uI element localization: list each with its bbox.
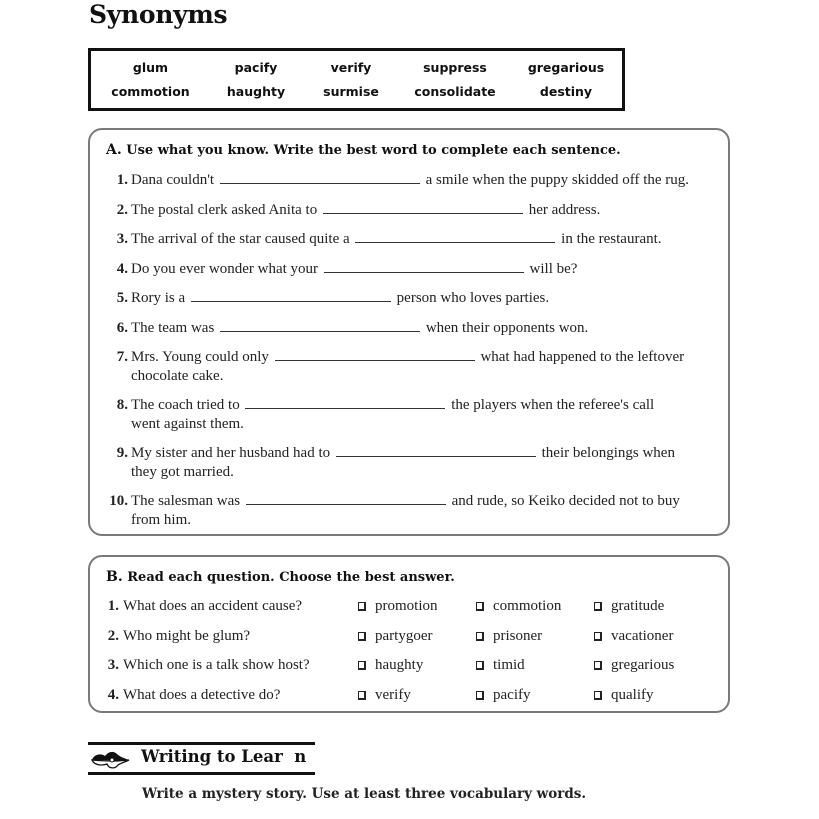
word-bank xyxy=(88,48,625,111)
word-bank-word: suppress xyxy=(423,60,487,75)
option-label: gratitude xyxy=(611,598,665,614)
answer-blank[interactable] xyxy=(275,348,475,361)
item-number: 2. xyxy=(116,202,128,218)
option-label: haughty xyxy=(375,657,424,673)
sentence-item xyxy=(107,319,717,338)
answer-option[interactable] xyxy=(594,656,674,674)
question xyxy=(107,656,310,674)
item-number: 3. xyxy=(116,231,128,247)
answer-option[interactable] xyxy=(358,656,423,674)
sentence-item xyxy=(107,230,717,249)
sentence-before: Dana couldn't xyxy=(131,172,215,188)
divider-top xyxy=(88,742,315,745)
checkbox-icon[interactable] xyxy=(594,691,602,700)
option-label: vacationer xyxy=(611,627,674,644)
answer-blank[interactable] xyxy=(336,444,536,457)
section-a-heading xyxy=(106,142,621,158)
checkbox-icon[interactable] xyxy=(594,632,602,641)
sentence-continuation: went against them. xyxy=(131,415,244,432)
divider-bottom xyxy=(88,772,315,775)
checkbox-icon[interactable] xyxy=(594,602,602,611)
sentence-continuation: from him. xyxy=(131,511,191,528)
sentence-after: what had happened to the leftover xyxy=(480,349,685,365)
section-b-letter: B. xyxy=(106,569,123,585)
sentence-after: in the restaurant. xyxy=(561,231,662,247)
checkbox-icon[interactable] xyxy=(476,632,484,641)
answer-blank[interactable] xyxy=(245,396,445,409)
question-number: 4. xyxy=(107,686,119,703)
word-bank-word: verify xyxy=(330,60,372,75)
checkbox-icon[interactable] xyxy=(358,691,366,700)
word-bank-word: destiny xyxy=(539,84,593,99)
answer-option[interactable] xyxy=(476,597,561,615)
answer-blank[interactable] xyxy=(220,319,420,332)
question-number: 2. xyxy=(107,627,119,644)
pen-nib-icon xyxy=(91,748,135,770)
word-bank-word: glum xyxy=(132,60,169,75)
sentence-continuation: they got married. xyxy=(131,463,234,480)
sentence-item xyxy=(107,171,717,190)
word-bank-grid xyxy=(91,59,622,101)
word-bank-word: commotion xyxy=(111,84,190,99)
checkbox-icon[interactable] xyxy=(358,602,366,611)
answer-blank[interactable] xyxy=(220,171,420,184)
section-a-letter: A. xyxy=(106,142,122,158)
item-number: 4. xyxy=(116,261,128,277)
item-number: 9. xyxy=(116,445,128,461)
sentence-after: the players when the referee's call xyxy=(451,397,655,413)
item-number: 8. xyxy=(116,397,128,413)
sentence-after: their belongings when xyxy=(541,445,675,461)
word-bank-word: haughty xyxy=(226,84,286,99)
question-number: 1. xyxy=(107,598,119,614)
sentence-item xyxy=(107,444,717,481)
item-number: 7. xyxy=(116,349,128,365)
sentence-before: Do you ever wonder what your xyxy=(131,261,319,277)
option-label: promotion xyxy=(375,598,438,614)
sentence-before: The team was xyxy=(131,320,215,336)
sentence-item xyxy=(107,492,717,529)
section-a-instruction: Use what you know. Write the best word to complete each sentence. xyxy=(126,143,621,158)
checkbox-icon[interactable] xyxy=(358,661,366,670)
sentence-item xyxy=(107,260,717,279)
word-bank-word: gregarious xyxy=(527,60,605,75)
sentence-after: when their opponents won. xyxy=(425,320,589,336)
sentence-item xyxy=(107,201,717,220)
answer-option[interactable] xyxy=(358,597,438,615)
writing-to-learn-title: Writing to Lear n xyxy=(141,747,307,766)
word-bank-word: consolidate xyxy=(414,84,496,99)
answer-blank[interactable] xyxy=(323,201,523,214)
answer-option[interactable] xyxy=(594,686,654,704)
answer-option[interactable] xyxy=(358,686,411,704)
section-b-instruction: Read each question. Choose the best answer. xyxy=(127,570,455,585)
checkbox-icon[interactable] xyxy=(358,632,366,641)
item-number: 1. xyxy=(116,172,128,188)
answer-option[interactable] xyxy=(476,686,530,704)
answer-option[interactable] xyxy=(358,627,432,645)
answer-blank[interactable] xyxy=(355,230,555,243)
sentence-item xyxy=(107,348,717,385)
sentence-before: The coach tried to xyxy=(131,397,240,413)
section-b-heading xyxy=(106,569,455,585)
question xyxy=(107,597,302,615)
question-text: Which one is a talk show host? xyxy=(123,657,310,673)
option-label: qualify xyxy=(611,686,654,703)
question-text: Who might be glum? xyxy=(123,627,251,644)
answer-option[interactable] xyxy=(594,627,673,645)
question xyxy=(107,627,250,645)
answer-option[interactable] xyxy=(594,597,664,615)
sentence-after: her address. xyxy=(528,202,601,218)
word-bank-word: surmise xyxy=(323,84,379,99)
sentence-after: and rude, so Keiko decided not to buy xyxy=(451,493,680,509)
answer-blank[interactable] xyxy=(324,260,524,273)
sentence-after: will be? xyxy=(529,261,578,277)
sentence-item xyxy=(107,289,717,308)
sentence-before: The postal clerk asked Anita to xyxy=(131,202,318,218)
option-label: timid xyxy=(493,657,525,673)
checkbox-icon[interactable] xyxy=(476,602,484,611)
sentence-before: Mrs. Young could only xyxy=(131,349,269,365)
sentence-before: My sister and her husband had to xyxy=(131,445,331,461)
sentence-after: a smile when the puppy skidded off the rug. xyxy=(425,172,690,188)
option-label: commotion xyxy=(493,598,562,614)
option-label: partygoer xyxy=(375,627,433,644)
section-b xyxy=(88,555,730,713)
checkbox-icon[interactable] xyxy=(476,661,484,670)
answer-blank[interactable] xyxy=(246,492,446,505)
writing-prompt: Write a mystery story. Use at least three vocabulary words. xyxy=(142,786,587,802)
item-number: 5. xyxy=(116,290,128,306)
answer-blank[interactable] xyxy=(191,289,391,302)
word-bank-word: pacify xyxy=(234,60,278,75)
checkbox-icon[interactable] xyxy=(476,691,484,700)
question-text: What does an accident cause? xyxy=(123,598,303,614)
sentence-before: Rory is a xyxy=(131,290,186,306)
sentence-before: The arrival of the star caused quite a xyxy=(131,231,350,247)
sentence-before: The salesman was xyxy=(131,493,241,509)
option-label: prisoner xyxy=(493,627,543,644)
sentence-continuation: chocolate cake. xyxy=(131,367,224,384)
item-number: 6. xyxy=(116,320,128,336)
option-label: gregarious xyxy=(611,657,675,673)
option-label: pacify xyxy=(493,686,531,703)
option-label: verify xyxy=(375,686,411,703)
checkbox-icon[interactable] xyxy=(594,661,602,670)
answer-option[interactable] xyxy=(476,627,542,645)
question-text: What does a detective do? xyxy=(123,686,281,703)
sentence-item xyxy=(107,396,717,433)
question xyxy=(107,686,280,704)
page-title: Synonyms xyxy=(89,0,228,29)
item-number: 10. xyxy=(109,493,128,509)
question-number: 3. xyxy=(107,657,119,673)
answer-option[interactable] xyxy=(476,656,525,674)
section-a xyxy=(88,128,730,536)
sentence-after: person who loves parties. xyxy=(396,290,550,306)
